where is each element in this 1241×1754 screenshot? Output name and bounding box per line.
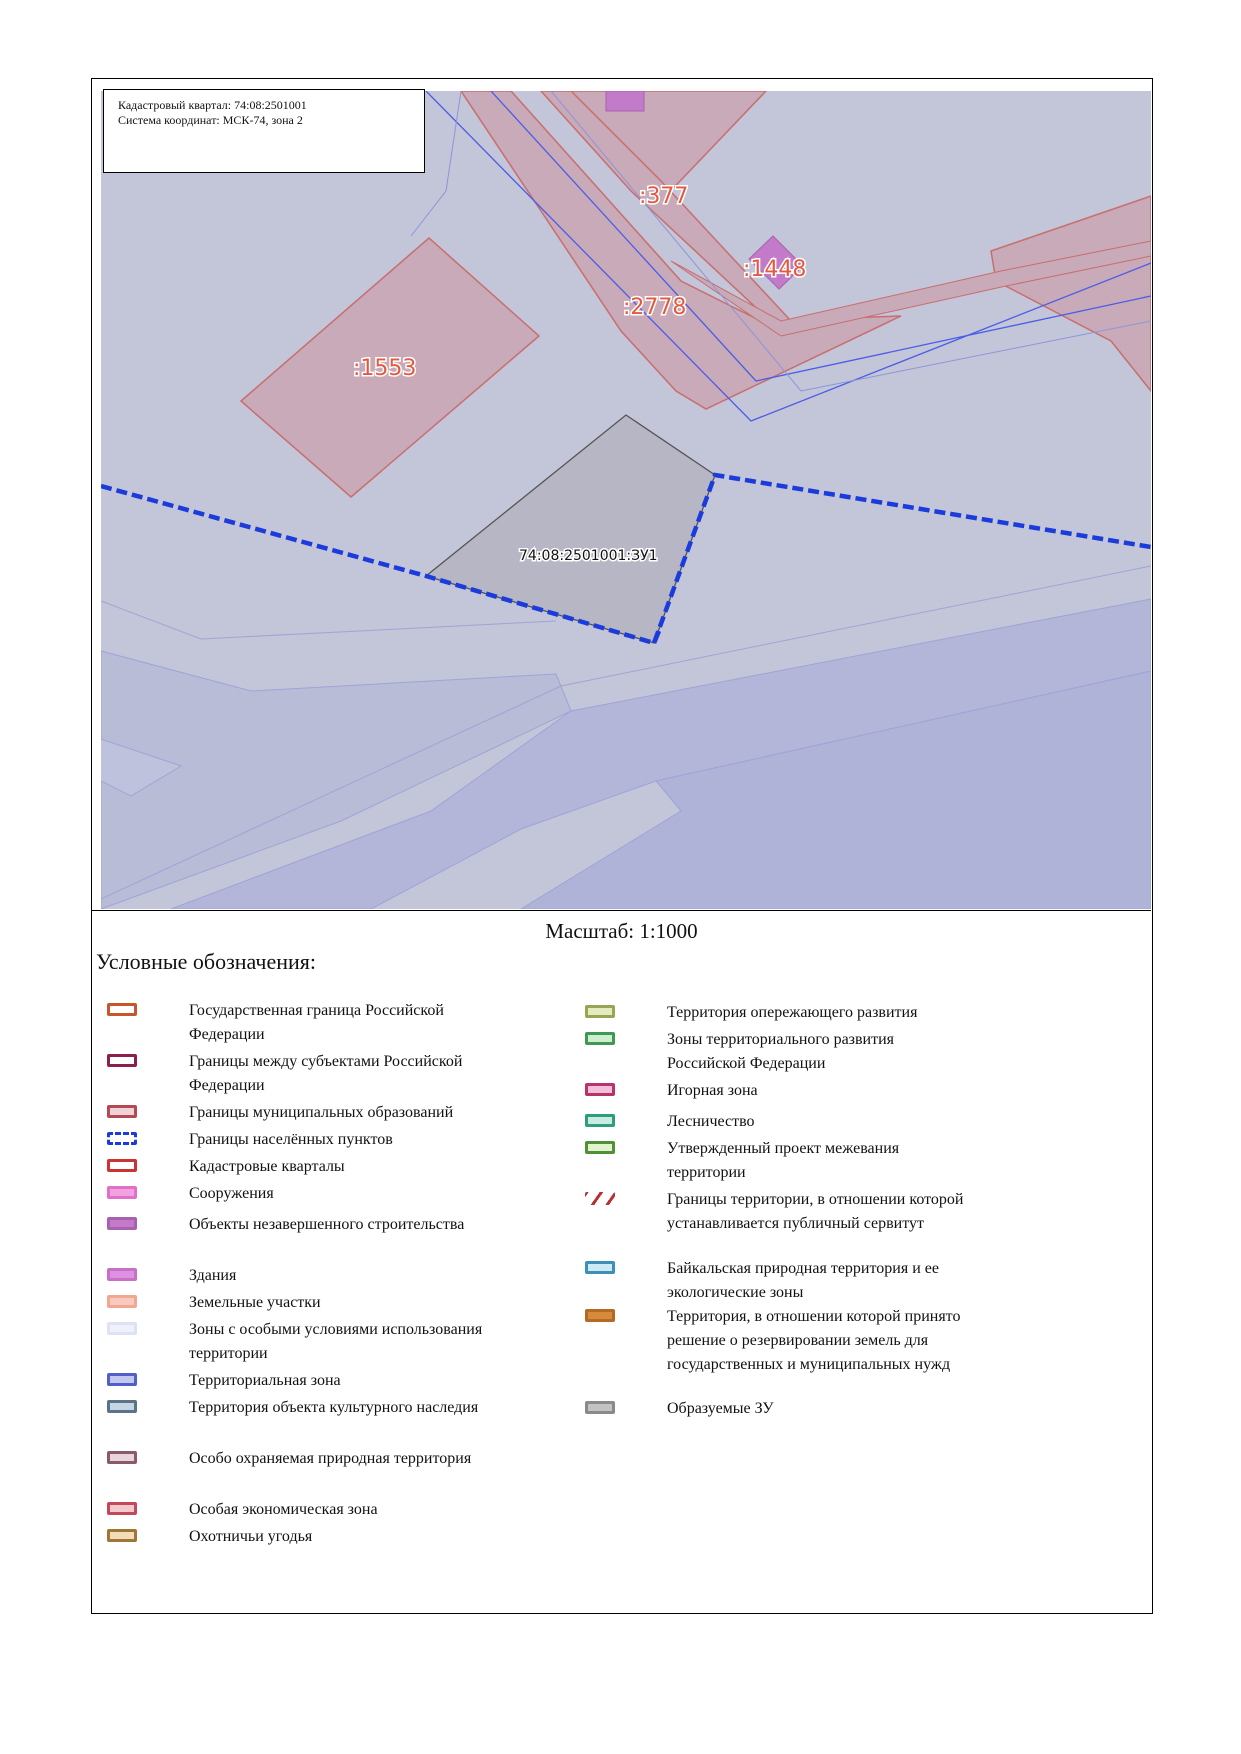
legend-swatch <box>585 1005 615 1018</box>
info-box <box>103 89 425 173</box>
legend-swatch <box>585 1192 615 1205</box>
legend-swatch <box>585 1083 615 1096</box>
legend-label: Земельные участки <box>189 1294 321 1311</box>
building-377[interactable] <box>606 91 644 111</box>
map-canvas[interactable] <box>101 91 1151 909</box>
legend-label: Территория опережающего развития <box>667 1004 918 1021</box>
label-zu1: 74:08:2501001:ЗУ1 <box>519 548 658 564</box>
legend-label: Охотничьи угодья <box>189 1528 313 1545</box>
label-377: :377 <box>639 184 689 209</box>
legend-swatch <box>107 1502 137 1515</box>
legend-label: Государственная граница Российской Федерации <box>189 1002 444 1043</box>
label-1448: :1448 <box>743 257 807 282</box>
legend-swatch <box>585 1309 615 1322</box>
legend-swatch <box>107 1322 137 1335</box>
legend-label: Особо охраняемая природная территория <box>189 1450 472 1467</box>
scale-text: Масштаб: 1:1000 <box>545 919 698 943</box>
legend-swatch <box>585 1261 615 1274</box>
legend-title: Условные обозначения: <box>96 949 317 974</box>
legend-swatch <box>107 1268 137 1281</box>
legend-swatch <box>107 1451 137 1464</box>
legend-swatch <box>107 1159 137 1172</box>
legend-label: Границы между субъектами Российской Федерации <box>189 1053 463 1094</box>
legend-label: Границы населённых пунктов <box>189 1131 393 1148</box>
legend-label: Сооружения <box>189 1185 274 1202</box>
legend-label: Объекты незавершенного строительства <box>189 1216 465 1233</box>
legend-swatch <box>107 1132 137 1145</box>
legend-label: Территория, в отношении которой принято решение о резервировании земель для государственных и муниципальных нужд <box>667 1308 961 1373</box>
legend-swatch <box>107 1217 137 1230</box>
legend-label: Здания <box>189 1267 237 1284</box>
legend-swatch <box>107 1400 137 1413</box>
legend-swatch <box>107 1529 137 1542</box>
legend-label: Территориальная зона <box>189 1372 341 1389</box>
map-area[interactable] <box>92 79 1151 911</box>
legend-label: Игорная зона <box>667 1082 758 1099</box>
legend-label: Лесничество <box>667 1113 755 1130</box>
legend-swatch <box>107 1373 137 1386</box>
plan-frame <box>91 78 1153 1614</box>
legend-swatch <box>585 1141 615 1154</box>
legend-swatch <box>107 1105 137 1118</box>
legend-label: Утвержденный проект межевания территории <box>667 1140 900 1181</box>
legend-label: Территория объекта культурного наследия <box>189 1399 479 1416</box>
legend-swatch <box>107 1186 137 1199</box>
coordinate-system-text: Система координат: МСК-74, зона 2 <box>118 113 303 127</box>
legend-swatch <box>585 1401 615 1414</box>
label-1553: :1553 <box>353 356 417 381</box>
label-2778: :2778 <box>623 295 687 320</box>
legend-swatch <box>107 1295 137 1308</box>
legend-swatch <box>585 1032 615 1045</box>
legend-swatch <box>107 1003 137 1016</box>
legend-label: Кадастровые кварталы <box>189 1158 345 1175</box>
legend-label: Байкальская природная территория и ее экологические зоны <box>667 1260 939 1301</box>
legend-swatch <box>585 1114 615 1127</box>
legend-label: Образуемые ЗУ <box>667 1400 774 1417</box>
legend-label: Границы территории, в отношении которой устанавливается публичный сервитут <box>667 1191 964 1232</box>
legend-label: Особая экономическая зона <box>189 1501 378 1518</box>
legend-label: Границы муниципальных образований <box>189 1104 454 1121</box>
cadastral-quarter-text: Кадастровый квартал: 74:08:2501001 <box>118 98 307 112</box>
legend-label: Зоны территориального развития Российской Федерации <box>667 1031 895 1072</box>
legend-label: Зоны с особыми условиями использования территории <box>189 1321 483 1362</box>
legend-swatch <box>107 1054 137 1067</box>
